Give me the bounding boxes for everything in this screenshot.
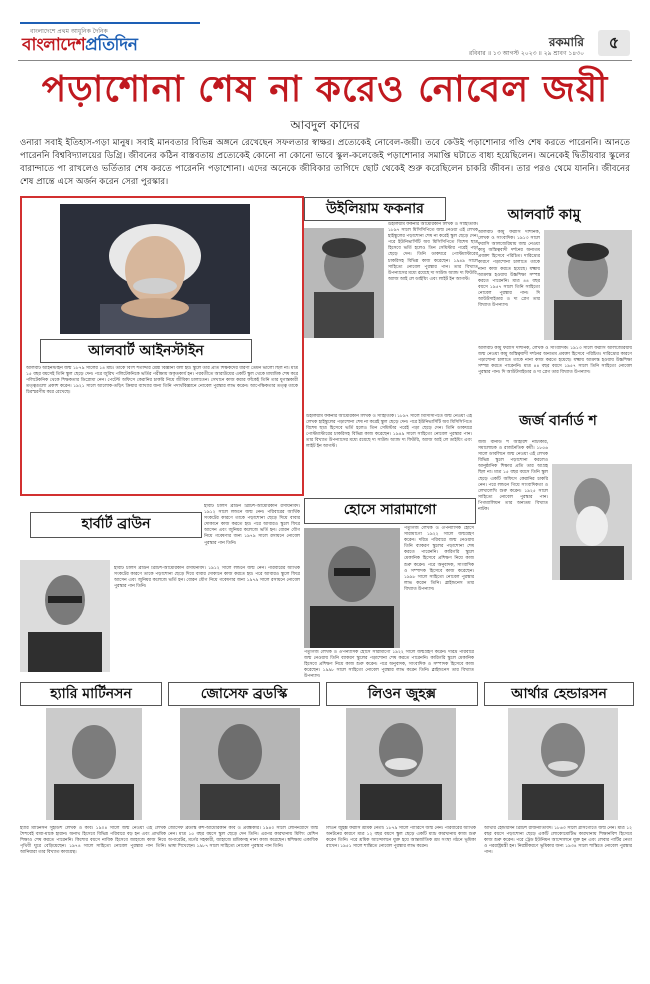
saramago-text: পর্তুগিজ লেখক ও ঔপন্যাসিক হোসে সারামাগো ১৯২২ সালে জন্মগ্রহণ করেন। দরিদ্র পরিবারে জন্ম নেওয়ায় তিনি ব্যাকরণ স্কুলের পড়াশোনা শেষ করতে পারেননি। কারিগরি স্কুলে মেকানিক হিসেবে প্রশিক্ষণ নিয়ে কাজ শুরু করেন। পরে অনুবাদক, সাংবাদিক ও সম্পাদক হিসেবে কাজ করেছেন। ১৯৯৮ সালে সাহিত্যে নোবেল পুরস্কার লাভ করেন তিনি। ব্লাইন্ডনেস তার বিখ্যাত উপন্যাস। <box>404 526 474 592</box>
henderson-text: আর্থার হেন্ডারসন ব্রিটিশ রাজনীতিবিদ। ১৮৬৩ সালে গ্লাসগোতে জন্ম নেন। মাত্র ১২ বছর বয়সে পড়াশোনা ছেড়ে একটি লোকোমোটিভ কারখানায় শিক্ষানবিশ হিসেবে কাজ শুরু করেন। পরে ট্রেড ইউনিয়ন আন্দোলনে যুক্ত হন এবং লেবার পার্টির নেতা ও পররাষ্ট্রমন্ত্রী হন। নিরস্ত্রীকরণে ভূমিকার জন্য ১৯৩৪ সালে শান্তিতে নোবেল পুরস্কার পান। <box>484 826 632 856</box>
camus-photo <box>544 230 632 340</box>
center-text: উইলিয়াম ফকনার আমেরিকান লিখক ও সাহিত্যিক। ১৮৯৭ সালে মিসিসিপিতে জন্ম নেওয়া এই লেখক হাইস্কুলের পড়াশোনা শেষ না করেই স্কুল ছেড়ে দেন। পরে ইউনিভার্সিটি অব মিসিসিপিতে বিশেষ ছাত্র হিসেবে ভর্তি হলেও তিন সেমিস্টার পরেই পড়া ছেড়ে দেন। তিনি ডাকঘরে পোস্টমাস্টারের চাকরিসহ বিভিন্ন কাজ করেছেন। ১৯৪৯ সালে সাহিত্যে নোবেল পুরস্কার পান। তার বিখ্যাত উপন্যাসের মধ্যে রয়েছে দ্য সাউন্ড অ্যান্ড দ্য ফিউরি, অ্যাজ আই লে ডাইয়িং এবং লাইট ইন আগস্ট। <box>306 414 472 450</box>
einstein-photo <box>60 204 250 334</box>
brown-text-2: হার্বার্ট চার্লস ব্রাউন ব্রিটিশ-আমেরিকান রসায়নবিদ। ১৯১২ সালে লন্ডনে জন্ম নেন। পরিবারের আর্থিক সংকটের কারণে তাকে পড়াশোনা ছেড়ে দিয়ে বাবার দোকানে কাজ করতে হয়। পরে আবারও স্কুলে ফিরে আসেন এবং জুনিয়র কলেজে ভর্তি হন। বোরন যৌগ নিয়ে গবেষণার জন্য ১৯৭৯ সালে রসায়নে নোবেল পুরস্কার পান তিনি। <box>114 566 300 590</box>
camus-text: আলবার্ট কামু ফরাসি দার্শনিক, লেখক ও সাংবাদিক। ১৯১৩ সালে ফরাসি আলজেরিয়ায় জন্ম নেওয়া কামু অস্তিত্ববাদী দর্শনের অন্যতম প্রবক্তা হিসেবে পরিচিত। দারিদ্র্যের কারণে পড়াশোনা চালাতে তাকে নানা কাজ করতে হয়েছে। যক্ষ্মায় আক্রান্ত হওয়ায় উচ্চশিক্ষা সম্পন্ন করতে পারেননি। মাত্র ৪৪ বছর বয়সে ১৯৫৭ সালে তিনি সাহিত্যে নোবেল পুরস্কার পান। দি আউটসাইডার ও দ্য প্লেগ তার বিখ্যাত উপন্যাস। <box>478 230 540 309</box>
brodsky-name: জোসেফ ব্রডস্কি <box>168 682 320 706</box>
logo-part1: বাংলাদেশ <box>22 35 86 55</box>
shaw-text: জর্জ বার্নার্ড শ আইরিশ নাট্যকার, সমালোচক ও রাজনৈতিক কর্মী। ১৮৫৬ সালে ডাবলিনে জন্ম নেওয়া এই লেখক বিভিন্ন স্কুলে পড়াশোনা করলেও আনুষ্ঠানিক শিক্ষার প্রতি তার আগ্রহ ছিল না। মাত্র ১৫ বছর বয়সে তিনি স্কুল ছেড়ে একটি অফিসে কেরানির চাকরি নেন। পরে লন্ডনে গিয়ে সাংবাদিকতা ও লেখালেখি শুরু করেন। ১৯২৫ সালে সাহিত্যে নোবেল পুরস্কার পান। পিগম্যালিয়ন তার অন্যতম বিখ্যাত নাটক। <box>478 440 548 513</box>
brown-photo <box>20 560 110 672</box>
brodsky-text: জোসেফ ব্রডস্কি রুশ-আমেরিকান কবি ও প্রবন্ধকার। ১৯৪০ সালে লেনিনগ্রাদে জন্ম নেন। মাত্র ১৫ বছর বয়সে স্কুল ছেড়ে দেন তিনি। এরপর কারখানায় মিলিং মেশিন অপারেটর, মর্গের সহকারী, জাহাজে শ্রমিকসহ নানা কাজ করেছেন। স্বশিক্ষায় একাধিক ভাষা শিখেছেন। ১৯৮৭ সালে সাহিত্যে নোবেল পুরস্কার পান তিনি। <box>168 826 318 850</box>
brown-name: হার্বার্ট ব্রাউন <box>30 512 202 538</box>
camus-text-2: আলবার্ট কামু ফরাসি দার্শনিক, লেখক ও সাংবাদিক। ১৯১৩ সালে ফরাসি আলজেরিয়ায় জন্ম নেওয়া কামু অস্তিত্ববাদী দর্শনের অন্যতম প্রবক্তা হিসেবে পরিচিত। দারিদ্র্যের কারণে পড়াশোনা চালাতে তাকে নানা কাজ করতে হয়েছে। যক্ষ্মায় আক্রান্ত হওয়ায় উচ্চশিক্ষা সম্পন্ন করতে পারেননি। মাত্র ৪৪ বছর বয়সে ১৯৫৭ সালে তিনি সাহিত্যে নোবেল পুরস্কার পান। দি আউটসাইডার ও দ্য প্লেগ তার বিখ্যাত উপন্যাস। <box>478 346 632 376</box>
brown-text: হার্বার্ট চার্লস ব্রাউন ব্রিটিশ-আমেরিকান রসায়নবিদ। ১৯১২ সালে লন্ডনে জন্ম নেন। পরিবারের আর্থিক সংকটের কারণে তাকে পড়াশোনা ছেড়ে দিয়ে বাবার দোকানে কাজ করতে হয়। পরে আবারও স্কুলে ফিরে আসেন এবং জুনিয়র কলেজে ভর্তি হন। বোরন যৌগ নিয়ে গবেষণার জন্য ১৯৭৯ সালে রসায়নে নোবেল পুরস্কার পান তিনি। <box>204 504 300 546</box>
logo-tagline: বাংলাদেশে প্রথম আধুনিক দৈনিক <box>30 28 108 35</box>
logo-band <box>20 22 200 24</box>
shaw-photo <box>552 464 632 580</box>
jouhaux-name: লিওন জুহক্স <box>326 682 478 706</box>
henderson-name: আর্থার হেন্ডারসন <box>484 682 634 706</box>
martinson-text: হ্যারি মার্টিনসন সুইডিশ লেখক ও কবি। ১৯০৪ সালে জন্ম নেওয়া এই লেখক শৈশবেই বাবা-মাকে হারান। অনাথ হিসেবে বিভিন্ন পরিবারে বড় হন এবং প্রাথমিক শিক্ষাও শেষ করতে পারেননি। কিশোর বয়সে নাবিক হিসেবে জাহাজে কাজ নিয়ে পৃথিবী ঘুরে বেড়িয়েছেন। ১৯৭৪ সালে সাহিত্যে নোবেল পুরস্কার পান তিনি। আনিয়ারা তার বিখ্যাত কাব্যগ্রন্থ। <box>20 826 166 856</box>
faulkner-name: উইলিয়াম ফকনার <box>304 197 446 221</box>
shaw-name: জর্জ বার্নার্ড শ <box>484 410 632 434</box>
saramago-name: হোসে সারামাগো <box>304 498 476 524</box>
einstein-name: আলবার্ট আইনস্টাইন <box>40 339 252 363</box>
henderson-photo <box>508 708 618 820</box>
byline: আবদুল কাদের <box>290 118 360 132</box>
header-rule <box>18 60 632 61</box>
jouhaux-photo <box>346 708 456 820</box>
saramago-text-2: পর্তুগিজ লেখক ও ঔপন্যাসিক হোসে সারামাগো ১৯২২ সালে জন্মগ্রহণ করেন। দরিদ্র পরিবারে জন্ম নেওয়ায় তিনি ব্যাকরণ স্কুলের পড়াশোনা শেষ করতে পারেননি। কারিগরি স্কুলে মেকানিক হিসেবে প্রশিক্ষণ নিয়ে কাজ শুরু করেন। পরে অনুবাদক, সাংবাদিক ও সম্পাদক হিসেবে কাজ করেছেন। ১৯৯৮ সালে সাহিত্যে নোবেল পুরস্কার লাভ করেন তিনি। ব্লাইন্ডনেস তার বিখ্যাত উপন্যাস। <box>304 650 474 680</box>
intro-paragraph: ওনারা সবাই ইতিহাস-গড়া মানুষ। সবাই মানবতার বিভিন্ন অঙ্গনে রেখেছেন সফলতার স্বাক্ষর। প্রত্যেকেই নোবেল-জয়ী। তবে কেউই পড়াশোনার গণ্ডি শেষ করতে পারেননি। আনতে পারেননি বিশ্ববিদ্যালয়ের ডিগ্রি। জীবনের কঠিন বাস্তবতায় প্রত্যেকেই কোনো না কোনো ভাবে স্কুল-কলেজেই পড়াশোনার সমাপ্তি ঘটাতে বাধ্য হয়েছিলেন। অনেকেই দ্বিতীয়বার স্কুলের বারান্দাতে পা রাখলেও ভর্তিতার শেষ করতে পারেননি পড়াশোনা। এদের অনেকে জীবিকার তাগিদে ছোট থেকেই শুরু করেছিলেন চাকরি জীবন। তার পরও থেমে যাননি। জীবনের শেষ প্রান্তে এসে অর্জন করেন সেরা পুরস্কার। <box>20 138 630 187</box>
camus-name: আলবার্ট কামু <box>484 204 604 226</box>
headline: পড়াশোনা শেষ না করেও নোবেল জয়ী <box>41 69 609 110</box>
brodsky-photo <box>180 708 300 820</box>
faulkner-photo <box>304 228 384 338</box>
faulkner-text: উইলিয়াম ফকনার আমেরিকান লিখক ও সাহিত্যিক। ১৮৯৭ সালে মিসিসিপিতে জন্ম নেওয়া এই লেখক হাইস্কুলের পড়াশোনা শেষ না করেই স্কুল ছেড়ে দেন। পরে ইউনিভার্সিটি অব মিসিসিপিতে বিশেষ ছাত্র হিসেবে ভর্তি হলেও তিন সেমিস্টার পরেই পড়া ছেড়ে দেন। তিনি ডাকঘরে পোস্টমাস্টারের চাকরিসহ বিভিন্ন কাজ করেছেন। ১৯৪৯ সালে সাহিত্যে নোবেল পুরস্কার পান। তার বিখ্যাত উপন্যাসের মধ্যে রয়েছে দ্য সাউন্ড অ্যান্ড দ্য ফিউরি, অ্যাজ আই লে ডাইয়িং এবং লাইট ইন আগস্ট। <box>388 222 478 282</box>
einstein-text: আলবার্ট আইনস্টাইন জন্ম ১৮৭৯ সালের ১৪ মার্চ। তাকে বিংশ শতাব্দীর শ্রেষ্ঠ বিজ্ঞানী বলা হয়। স্কুলে তার প্রতি শিক্ষকদের ধারণা তেমন ভালো ছিল না। মাত্র ১৫ বছর বয়সেই তিনি স্কুল ছেড়ে দেন। পরে জুরিখ পলিটেকনিকে ভর্তির পরীক্ষায় অকৃতকার্য হন। পরবর্তীতে আরাউয়ের একটি স্কুল থেকে মাধ্যমিক শেষ করে পলিটেকনিক থেকে শিক্ষকতার ডিপ্লোমা নেন। পেটেন্ট অফিসে কেরানির চাকরি নিয়ে জীবিকা চালাতেন। সেখানে কাজ করার ফাঁকেই তিনি তার যুগান্তকারী তত্ত্বগুলো প্রকাশ করেন। ১৯২১ সালে আলোক-তড়িৎ ক্রিয়ার ব্যাখ্যার জন্য তিনি পদার্থবিজ্ঞানে নোবেল পুরস্কার লাভ করেন। আপেক্ষিকতার তত্ত্ব তাকে চিরস্মরণীয় করে রেখেছে। <box>26 366 298 396</box>
section-name: রকমারি <box>548 35 584 49</box>
martinson-photo <box>46 708 142 820</box>
page-number: ৫ <box>598 30 630 56</box>
masthead <box>0 0 650 58</box>
martinson-name: হ্যারি মার্টিনসন <box>20 682 162 706</box>
issue-date: রবিবার ॥ ১৩ আগস্ট ২০২৩ ॥ ২৯ শ্রাবণ ১৪৩০ <box>468 50 584 57</box>
logo-part2: প্রতিদিন <box>85 35 138 55</box>
saramago-photo <box>304 528 400 648</box>
newspaper-logo <box>22 32 137 60</box>
jouhaux-text: লিওন জুহক্স ফরাসি শ্রমিক নেতা। ১৮৭৯ সালে প্যারিসে জন্ম নেন। পরিবারের আর্থিক অনটনের কারণে মাত্র ১২ বছর বয়সে স্কুল ছেড়ে একটি ম্যাচ কারখানায় কাজ শুরু করেন তিনি। পরে শ্রমিক আন্দোলনে যুক্ত হয়ে আন্তর্জাতিক শ্রম সংস্থা গঠনে ভূমিকা রাখেন। ১৯৫১ সালে শান্তিতে নোবেল পুরস্কার লাভ করেন। <box>326 826 476 850</box>
